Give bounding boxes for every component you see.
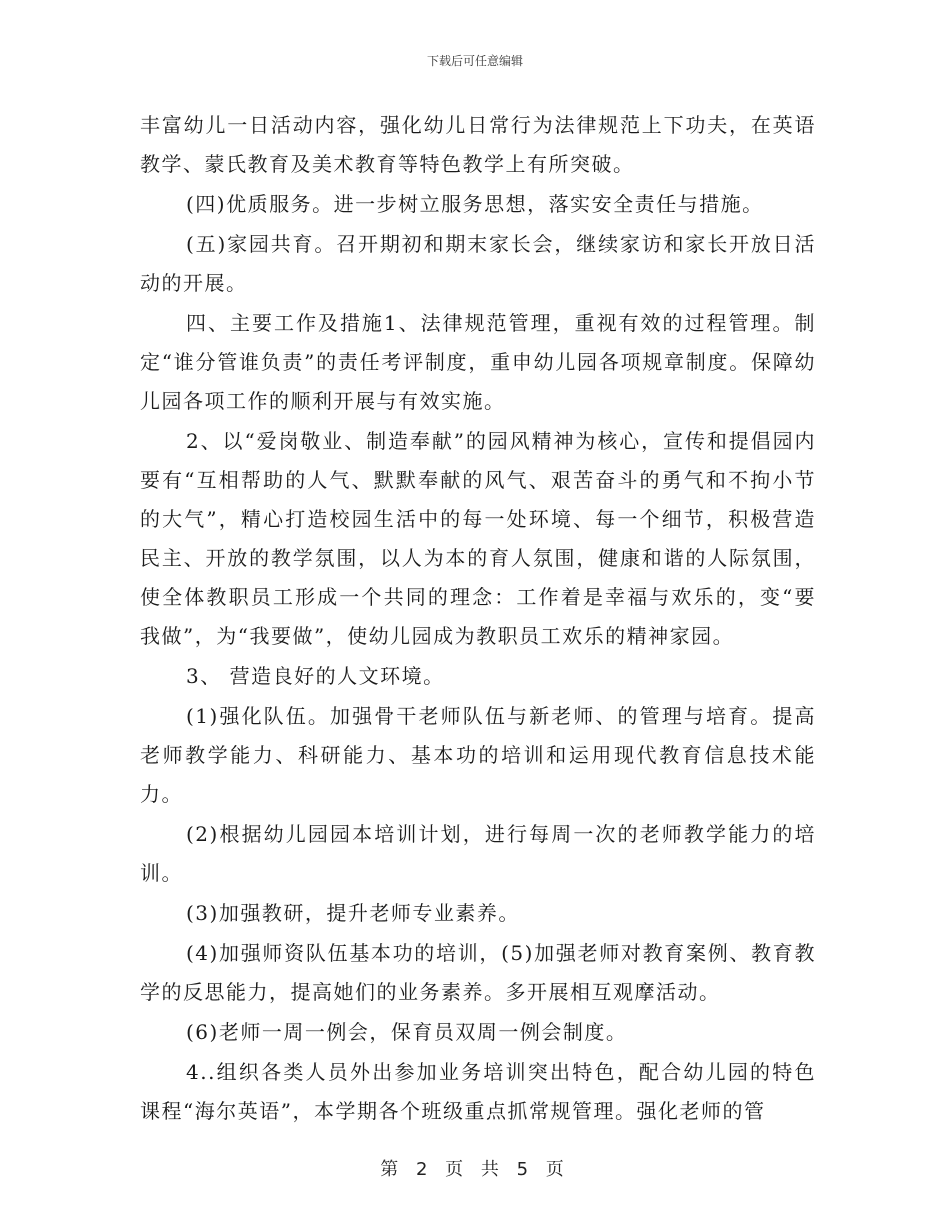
- paragraph: (五)家园共育。召开期初和期末家长会，继续家访和家长开放日活动的开展。: [140, 232, 816, 295]
- paragraph: (4)加强师资队伍基本功的培训，(5)加强老师对教育案例、教育教学的反思能力，提高她们的业务素养。多开展相互观摩活动。: [140, 941, 816, 1004]
- paragraph: 四、主要工作及措施1、法律规范管理，重视有效的过程管理。制定“谁分管谁负责”的责任考评制度，重申幼儿园各项规章制度。保障幼儿园各项工作的顺利开展与有效实施。: [140, 311, 816, 413]
- header-note: 下载后可任意编辑: [426, 54, 523, 68]
- document-body: [140, 106, 816, 1132]
- paragraph: 3、 营造良好的人文环境。: [186, 664, 445, 688]
- paragraph: (3)加强教研，提升老师专业素养。: [186, 901, 520, 925]
- page-number: 第 2 页 共 5 页: [380, 1159, 570, 1180]
- paragraph: (6)老师一周一例会，保育员双周一例会制度。: [186, 1020, 628, 1044]
- paragraph: 4..组织各类人员外出参加业务培训突出特色，配合幼儿园的特色课程“海尔英语”，本学期各个班级重点抓常规管理。强化老师的管: [140, 1060, 816, 1123]
- paragraph: (2)根据幼儿园园本培训计划，进行每周一次的老师教学能力的培训。: [140, 822, 816, 885]
- paragraph: (1)强化队伍。加强骨干老师队伍与新老师、的管理与培育。提高老师教学能力、科研能力、基本功的培训和运用现代教育信息技术能力。: [140, 704, 816, 806]
- paragraph: 丰富幼儿一日活动内容，强化幼儿日常行为法律规范上下功夫，在英语教学、蒙氏教育及美术教育等特色教学上有所突破。: [140, 113, 816, 176]
- paragraph: (四)优质服务。进一步树立服务思想，落实安全责任与措施。: [186, 192, 764, 216]
- paragraph: 2、以“爱岗敬业、制造奉献”的园风精神为核心，宣传和提倡园内要有“互相帮助的人气、默默奉献的风气、艰苦奋斗的勇气和不拘小节的大气”，精心打造校园生活中的每一处环境、每一个细节，积极营造民主、开放的教学氛围，以人为本的育人氛围，健康和谐的人际氛围，使全体教职员工形成一个共同的理念：工作着是幸福与欢乐的，变“要我做”，为“我要做”，使幼儿园成为教职员工欢乐的精神家园。: [140, 429, 816, 648]
